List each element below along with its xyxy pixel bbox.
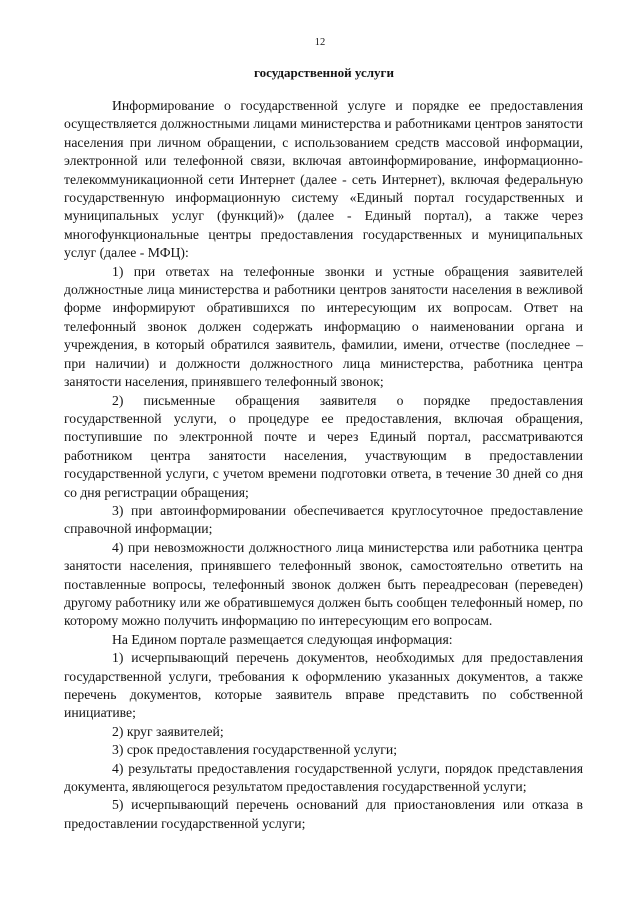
page-number: 12 <box>314 37 326 48</box>
paragraph-item-phone-calls: 1) при ответах на телефонные звонки и устные обращения заявителей должностные лица министерства и работники центров занятости населения в вежливой форме информируют обратившихся по интересующим их вопросам. Ответ на телефонный звонок должен содержать информацию о наименовании органа и учреждения, в который обратился заявитель, фамилии, имени, отчестве (последнее – при наличии) и должности должностного лица министерства, работника центра занятости населения, принявшего телефонный звонок; <box>64 263 583 390</box>
paragraph-item-call-redirect: 4) при невозможности должностного лица министерства или работника центра занятости населения, принявшего телефонный звонок, самостоятельно ответить на поставленные вопросы, телефонный звонок должен быть переадресован (переведен) другому работнику или же обратившемуся должен быть сообщен телефонный номер, по которому можно получить информацию по интересующим его вопросам. <box>64 539 583 629</box>
paragraph-portal-info: На Едином портале размещается следующая информация: <box>112 631 453 647</box>
paragraph-item-written-requests: 2) письменные обращения заявителя о порядке предоставления государственной услуги, о процедуре ее предоставления, включая обращения, поступившие по электронной почте и через Единый портал, рассматриваются работником центра занятости населения, участвующим в предоставлении государственной услуги, с учетом времени подготовки ответа, в течение 30 дней со дня со дня регистрации обращения; <box>64 392 583 500</box>
section-heading: государственной услуги <box>254 65 394 80</box>
paragraph-portal-item-applicants: 2) круг заявителей; <box>112 723 224 739</box>
paragraph-portal-item-documents: 1) исчерпывающий перечень документов, необходимых для предоставления государственной услуги, требования к оформлению указанных документов, а также перечень документов, которые заявитель вправе представить по собственной инициативе; <box>64 650 583 721</box>
paragraph-item-autoinforming: 3) при автоинформировании обеспечивается круглосуточное предоставление справочной информации; <box>64 502 583 537</box>
paragraph-portal-item-results: 4) результаты предоставления государственной услуги, порядок представления документа, являющегося результатом предоставления государственной услуги; <box>64 760 583 795</box>
body-text <box>64 97 583 833</box>
paragraph-portal-item-term: 3) срок предоставления государственной услуги; <box>112 742 398 758</box>
paragraph-portal-item-refusal-grounds: 5) исчерпывающий перечень оснований для приостановления или отказа в предоставлении государственной услуги; <box>64 797 583 831</box>
paragraph-intro: Информирование о государственной услуге и порядке ее предоставления осуществляется должностными лицами министерства и работниками центров занятости населения при личном обращении, с использованием средств массовой информации, электронной или телефонной связи, включая автоинформирование, информационно-телекоммуникационной сети Интернет (далее - сеть Интернет), включая федеральную государственную информационную систему «Единый портал государственных и муниципальных услуг (функций)» (далее - Единый портал), а также через многофункциональные центры предоставления государственных и муниципальных услуг (далее - МФЦ): <box>64 98 583 261</box>
